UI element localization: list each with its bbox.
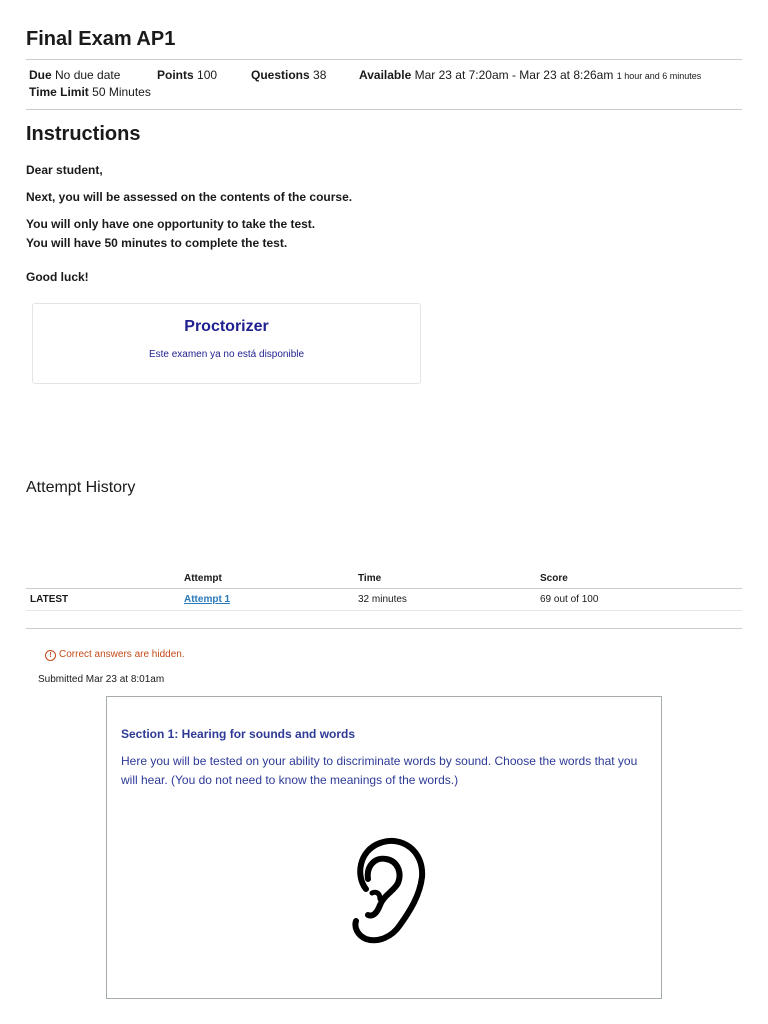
time-limit-value: 50 Minutes (92, 85, 151, 99)
column-header-time: Time (354, 570, 536, 589)
attempt-1-link[interactable]: Attempt 1 (184, 594, 231, 605)
score-cell: 69 out of 100 (536, 589, 742, 611)
proctorizer-message: Este examen ya no está disponible (148, 349, 305, 360)
questions-item (251, 68, 359, 82)
instructions-line-2: Next, you will be assessed on the contents of the course. (26, 190, 353, 204)
questions-label: Questions (251, 68, 310, 82)
points-item (157, 68, 251, 82)
question-section-title: Section 1: Hearing for sounds and words (121, 727, 356, 741)
question-panel (106, 696, 662, 999)
due-value: No due date (55, 68, 121, 82)
available-item (359, 68, 701, 82)
correct-answers-hidden-notice (45, 649, 185, 661)
instructions-line-4: You will have 50 minutes to complete the test. (26, 236, 288, 250)
time-limit-label: Time Limit (29, 85, 89, 99)
table-row (26, 589, 742, 611)
questions-value: 38 (313, 68, 327, 82)
proctorizer-title: Proctorizer (184, 318, 269, 335)
instructions-closing: Good luck! (26, 270, 89, 284)
attempt-history-table (26, 570, 742, 611)
hidden-note-text: Correct answers are hidden. (59, 649, 185, 660)
latest-label: LATEST (26, 589, 180, 611)
due-label: Due (29, 68, 52, 82)
points-value: 100 (197, 68, 218, 82)
due-item (29, 68, 157, 82)
table-header-row (26, 570, 742, 589)
attempt-history-heading: Attempt History (26, 479, 136, 496)
column-header-attempt: Attempt (180, 570, 354, 589)
column-header-score: Score (536, 570, 742, 589)
available-duration: 1 hour and 6 minutes (616, 71, 702, 81)
quiz-details (26, 59, 742, 110)
instructions-line-3: You will only have one opportunity to take the test. (26, 217, 316, 231)
points-label: Points (157, 68, 194, 82)
quiz-details-row-1 (29, 68, 701, 82)
quiz-details-row-2 (29, 85, 151, 99)
time-cell: 32 minutes (354, 589, 536, 611)
ear-icon (350, 837, 430, 947)
divider (26, 628, 742, 629)
available-value: Mar 23 at 7:20am - Mar 23 at 8:26am (414, 68, 614, 82)
quiz-title: Final Exam AP1 (26, 28, 176, 50)
question-instructions: Here you will be tested on your ability to discriminate words by sound. Choose the words that you will hear. (You do not need to know the meanings of the words.) (121, 754, 638, 787)
column-header-label (26, 570, 180, 589)
instructions-greeting: Dear student, (26, 163, 103, 177)
warning-icon: ! (45, 650, 56, 661)
available-label: Available (359, 68, 412, 82)
instructions-heading: Instructions (26, 123, 141, 145)
proctorizer-panel (32, 303, 421, 384)
attempt-cell (180, 589, 354, 611)
submitted-timestamp: Submitted Mar 23 at 8:01am (38, 674, 165, 685)
